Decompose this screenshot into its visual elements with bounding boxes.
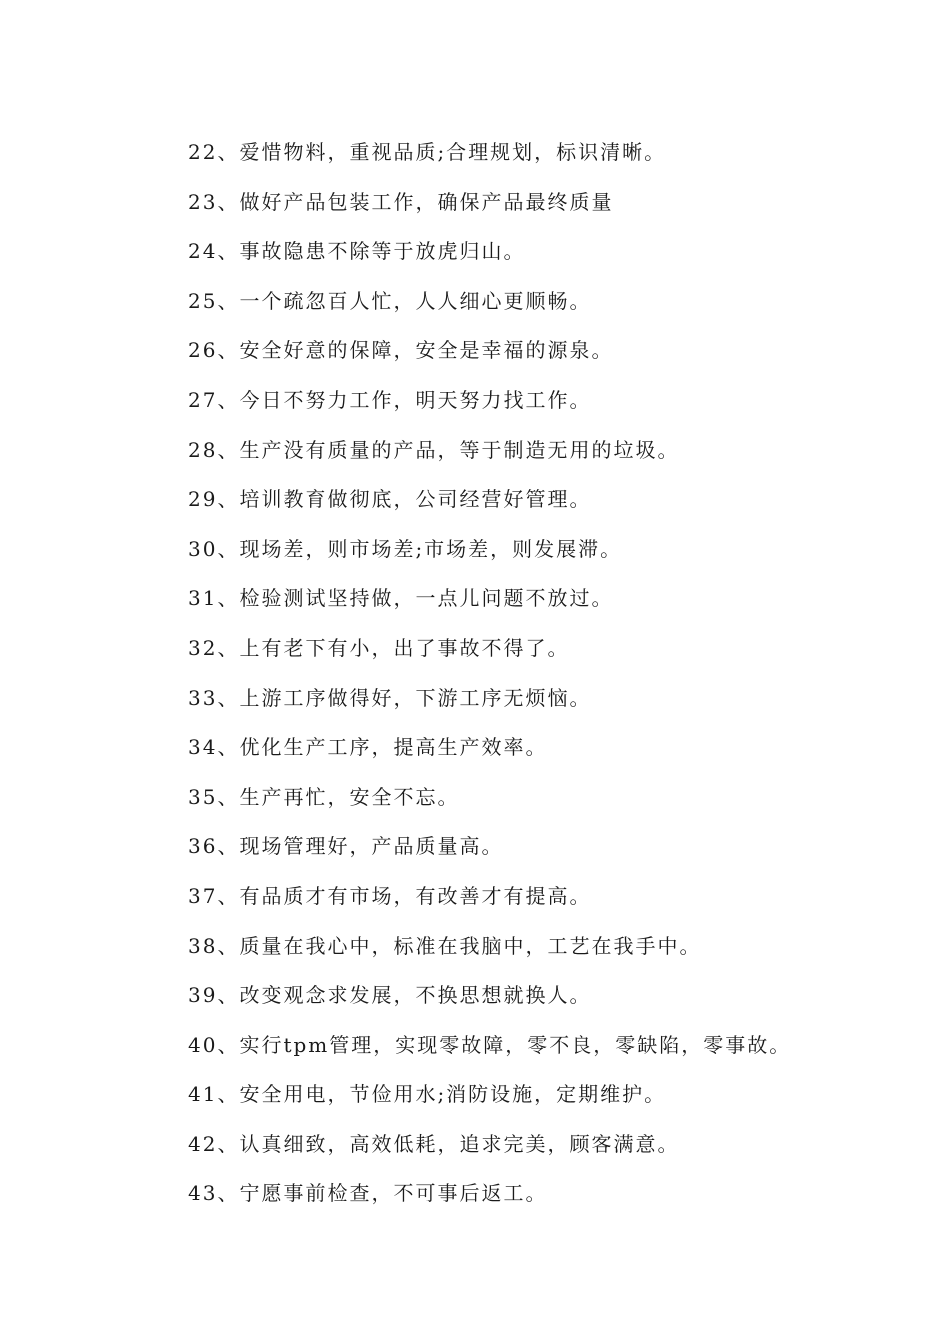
list-item: 37、有品质才有市场，有改善才有提高。 xyxy=(188,883,592,908)
list-item: 42、认真细致，高效低耗，追求完美，顾客满意。 xyxy=(188,1131,680,1156)
list-item: 36、现场管理好，产品质量高。 xyxy=(188,834,504,859)
list-item: 25、一个疏忽百人忙，人人细心更顺畅。 xyxy=(188,288,592,313)
list-item: 41、安全用电，节俭用水;消防设施，定期维护。 xyxy=(188,1082,667,1107)
list-item: 24、事故隐患不除等于放虎归山。 xyxy=(188,239,526,264)
list-item: 23、做好产品包装工作，确保产品最终质量 xyxy=(188,189,614,214)
list-item: 30、现场差，则市场差;市场差，则发展滞。 xyxy=(188,536,623,561)
list-item: 33、上游工序做得好，下游工序无烦恼。 xyxy=(188,685,592,710)
list-item: 26、安全好意的保障，安全是幸福的源泉。 xyxy=(188,338,614,363)
slogan-list xyxy=(188,134,888,1225)
list-item: 27、今日不努力工作，明天努力找工作。 xyxy=(188,387,592,412)
list-item: 22、爱惜物料，重视品质;合理规划，标识清晰。 xyxy=(188,140,667,164)
list-item: 38、质量在我心中，标准在我脑中，工艺在我手中。 xyxy=(188,933,702,958)
list-item: 34、优化生产工序，提高生产效率。 xyxy=(188,735,548,760)
list-item: 43、宁愿事前检查，不可事后返工。 xyxy=(188,1181,548,1206)
list-item: 28、生产没有质量的产品，等于制造无用的垃圾。 xyxy=(188,437,680,462)
list-item: 35、生产再忙，安全不忘。 xyxy=(188,784,460,809)
list-item: 40、实行tpm管理，实现零故障，零不良，零缺陷，零事故。 xyxy=(188,1032,792,1057)
list-item: 39、改变观念求发展，不换思想就换人。 xyxy=(188,983,592,1008)
list-item: 31、检验测试坚持做，一点儿问题不放过。 xyxy=(188,586,614,611)
list-item: 29、培训教育做彻底，公司经营好管理。 xyxy=(188,487,592,512)
list-item: 32、上有老下有小，出了事故不得了。 xyxy=(188,635,570,660)
